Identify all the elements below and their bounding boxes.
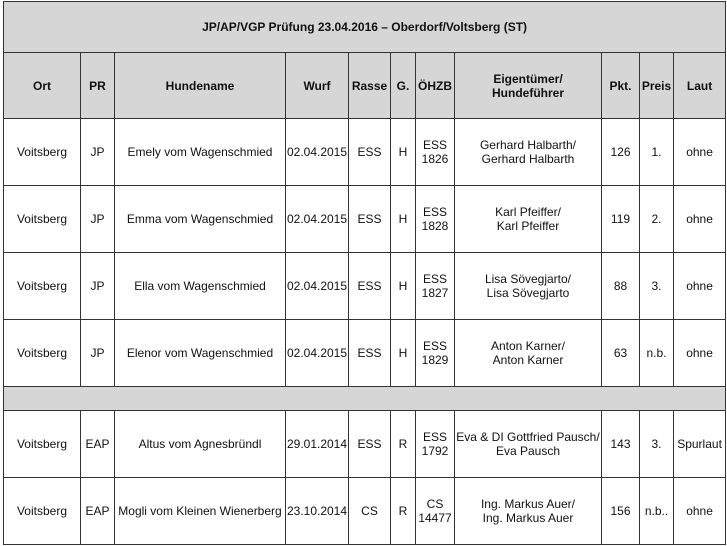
cell-oehzb-line1: ESS xyxy=(422,339,447,353)
cell-oehzb-line2: 1826 xyxy=(421,152,449,166)
cell-wurf: 02.04.2015 xyxy=(286,253,349,320)
cell-geschlecht: H xyxy=(391,320,416,387)
cell-oehzb-line1: ESS xyxy=(422,138,447,152)
cell-preis: 3. xyxy=(640,253,674,320)
cell-owner-line2: Ing. Markus Auer xyxy=(482,511,574,525)
cell-pr: JP xyxy=(81,320,115,387)
header-hundename: Hundename xyxy=(115,53,286,119)
cell-owner-line2: Anton Karner xyxy=(492,353,564,367)
cell-pr: EAP xyxy=(81,411,115,478)
cell-ort: Voitsberg xyxy=(4,478,81,545)
table-row xyxy=(4,253,726,320)
cell-oehzb-line1: CS xyxy=(426,497,444,511)
cell-owner-line2: Eva Pausch xyxy=(495,444,561,458)
cell-oehzb-line2: 1829 xyxy=(421,353,449,367)
cell-pr: EAP xyxy=(81,478,115,545)
cell-preis: 1. xyxy=(640,119,674,186)
cell-owner-line1: Karl Pfeiffer/ xyxy=(495,205,561,219)
group-separator xyxy=(4,387,726,411)
cell-laut: Spurlaut xyxy=(674,411,726,478)
header-wurf: Wurf xyxy=(286,53,349,119)
cell-owner-line1: Gerhard Halbarth/ xyxy=(479,138,577,152)
cell-oehzb xyxy=(416,253,455,320)
cell-hundename: Mogli vom Kleinen Wienerberg xyxy=(115,478,286,545)
table-row xyxy=(4,186,726,253)
cell-owner-line1: Anton Karner/ xyxy=(490,339,566,353)
header-geschlecht: G. xyxy=(391,53,416,119)
cell-oehzb xyxy=(416,320,455,387)
table-row xyxy=(4,119,726,186)
header-preis: Preis xyxy=(640,53,674,119)
cell-geschlecht: H xyxy=(391,186,416,253)
cell-rasse: ESS xyxy=(349,186,391,253)
header-rasse: Rasse xyxy=(349,53,391,119)
cell-oehzb-line1: ESS xyxy=(422,430,447,444)
cell-pr: JP xyxy=(81,253,115,320)
cell-ort: Voitsberg xyxy=(4,320,81,387)
cell-owner-line1: Lisa Sövegjarto/ xyxy=(484,272,572,286)
cell-geschlecht: R xyxy=(391,411,416,478)
cell-preis: n.b.. xyxy=(640,478,674,545)
header-ort: Ort xyxy=(4,53,81,119)
cell-owner xyxy=(455,320,602,387)
cell-hundename: Ella vom Wagenschmied xyxy=(115,253,286,320)
cell-laut: ohne xyxy=(674,119,726,186)
cell-oehzb-line1: ESS xyxy=(422,272,447,286)
cell-pkt: 143 xyxy=(602,411,640,478)
cell-laut: ohne xyxy=(674,478,726,545)
cell-ort: Voitsberg xyxy=(4,411,81,478)
cell-preis: 2. xyxy=(640,186,674,253)
cell-owner xyxy=(455,119,602,186)
table-row xyxy=(4,411,726,478)
cell-owner-line1: Ing. Markus Auer/ xyxy=(480,497,576,511)
cell-oehzb xyxy=(416,186,455,253)
cell-owner xyxy=(455,478,602,545)
header-eigentuemer-line2: Hundeführer xyxy=(492,85,564,100)
cell-laut: ohne xyxy=(674,320,726,387)
cell-wurf: 02.04.2015 xyxy=(286,186,349,253)
cell-oehzb xyxy=(416,411,455,478)
table-row xyxy=(4,320,726,387)
table-row xyxy=(4,478,726,545)
table-title: JP/AP/VGP Prüfung 23.04.2016 – Oberdorf/Voltsberg (ST) xyxy=(4,2,726,53)
cell-oehzb-line2: 1792 xyxy=(421,444,449,458)
header-row xyxy=(4,53,726,119)
cell-geschlecht: H xyxy=(391,253,416,320)
cell-ort: Voitsberg xyxy=(4,253,81,320)
cell-ort: Voitsberg xyxy=(4,186,81,253)
cell-owner-line2: Lisa Sövegjarto xyxy=(486,286,570,300)
separator-cell xyxy=(4,387,726,411)
cell-oehzb-line2: 1828 xyxy=(421,219,449,233)
cell-pr: JP xyxy=(81,186,115,253)
header-laut: Laut xyxy=(674,53,726,119)
cell-owner xyxy=(455,186,602,253)
cell-laut: ohne xyxy=(674,253,726,320)
cell-wurf: 29.01.2014 xyxy=(286,411,349,478)
cell-geschlecht: R xyxy=(391,478,416,545)
cell-wurf: 02.04.2015 xyxy=(286,320,349,387)
cell-wurf: 02.04.2015 xyxy=(286,119,349,186)
cell-owner xyxy=(455,253,602,320)
header-eigentuemer-line1: Eigentümer/ xyxy=(493,71,563,86)
cell-rasse: CS xyxy=(349,478,391,545)
cell-preis: 3. xyxy=(640,411,674,478)
header-eigentuemer xyxy=(455,53,602,119)
cell-hundename: Elenor vom Wagenschmied xyxy=(115,320,286,387)
cell-laut: ohne xyxy=(674,186,726,253)
cell-rasse: ESS xyxy=(349,253,391,320)
cell-preis: n.b. xyxy=(640,320,674,387)
cell-pr: JP xyxy=(81,119,115,186)
cell-rasse: ESS xyxy=(349,119,391,186)
cell-owner-line2: Gerhard Halbarth xyxy=(481,152,575,166)
cell-pkt: 119 xyxy=(602,186,640,253)
cell-geschlecht: H xyxy=(391,119,416,186)
cell-oehzb xyxy=(416,119,455,186)
cell-rasse: ESS xyxy=(349,320,391,387)
header-pkt: Pkt. xyxy=(602,53,640,119)
cell-pkt: 63 xyxy=(602,320,640,387)
results-table xyxy=(3,1,726,545)
cell-hundename: Emma vom Wagenschmied xyxy=(115,186,286,253)
header-oehzb: ÖHZB xyxy=(416,53,455,119)
cell-owner xyxy=(455,411,602,478)
cell-pkt: 126 xyxy=(602,119,640,186)
cell-rasse: ESS xyxy=(349,411,391,478)
cell-owner-line2: Karl Pfeiffer xyxy=(496,219,560,233)
cell-hundename: Altus vom Agnesbründl xyxy=(115,411,286,478)
cell-oehzb xyxy=(416,478,455,545)
cell-oehzb-line1: ESS xyxy=(422,205,447,219)
header-pr: PR xyxy=(81,53,115,119)
cell-pkt: 88 xyxy=(602,253,640,320)
cell-oehzb-line2: 1827 xyxy=(421,286,449,300)
cell-hundename: Emely vom Wagenschmied xyxy=(115,119,286,186)
cell-pkt: 156 xyxy=(602,478,640,545)
cell-oehzb-line2: 14477 xyxy=(418,511,452,525)
cell-owner-line1: Eva & DI Gottfried Pausch/ xyxy=(456,430,600,444)
cell-ort: Voitsberg xyxy=(4,119,81,186)
cell-wurf: 23.10.2014 xyxy=(286,478,349,545)
